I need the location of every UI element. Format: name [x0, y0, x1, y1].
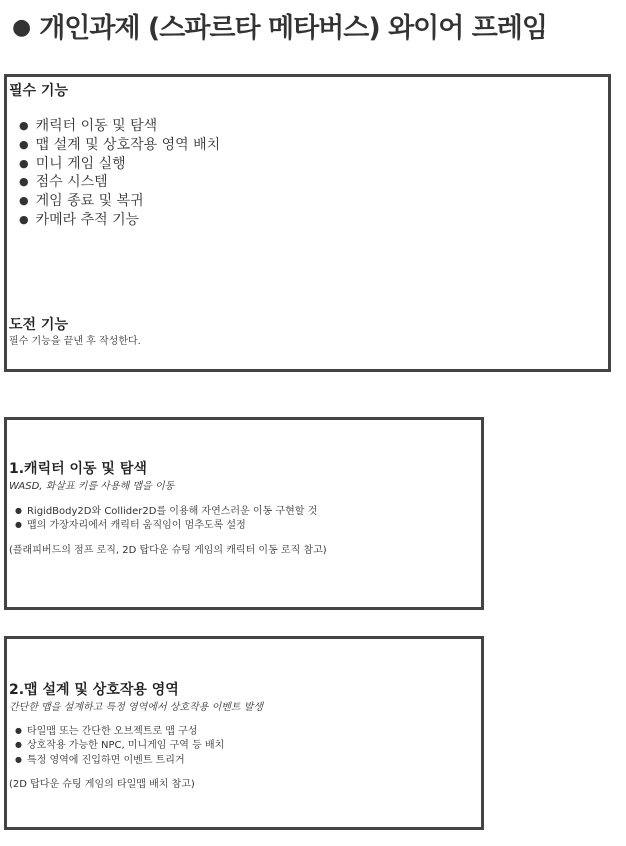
list-item: ● 게임 종료 및 복귀: [19, 192, 220, 211]
section-heading: 1.캐릭터 이동 및 탐색: [9, 461, 147, 477]
list-item: ● 맵의 가장자리에서 캐릭터 움직임이 멈추도록 설정: [15, 518, 317, 532]
page-title: [12, 6, 547, 45]
list-item: ● 타일맵 또는 간단한 오브젝트로 맵 구성: [15, 724, 224, 738]
section-heading: 2.맵 설계 및 상호작용 영역: [9, 682, 179, 698]
section-items: [15, 504, 317, 533]
section-subtitle: 간단한 맵을 설계하고 특정 영역에서 상호작용 이벤트 발생: [9, 702, 264, 713]
list-item: ● 카메라 추적 기능: [19, 211, 220, 230]
overview-box: [4, 74, 611, 372]
list-item: ● 미니 게임 실행: [19, 155, 220, 174]
section-character-movement: [4, 417, 484, 610]
section-reference: (플래피버드의 점프 로직, 2D 탑다운 슈팅 게임의 캐릭터 이동 로직 참고): [9, 545, 327, 556]
list-item: ● 캐릭터 이동 및 탐색: [19, 117, 220, 136]
section-reference: (2D 탑다운 슈팅 게임의 타일맵 배치 참고): [9, 779, 195, 790]
list-item: ● 점수 시스템: [19, 173, 220, 192]
list-item: ● 특정 영역에 진입하면 이벤트 트리거: [15, 753, 224, 767]
list-item: ● 상호작용 가능한 NPC, 미니게임 구역 등 배치: [15, 738, 224, 752]
section-subtitle: WASD, 화살표 키를 사용해 맵을 이동: [9, 481, 175, 492]
section-map-design: [4, 636, 484, 830]
challenge-features-heading: 도전 기능: [9, 317, 68, 333]
required-features-heading: 필수 기능: [9, 83, 68, 99]
section-items: [15, 724, 224, 767]
title-bullet-icon: ●: [12, 15, 31, 40]
list-item: ● 맵 설계 및 상호작용 영역 배치: [19, 136, 220, 155]
page-title-text: 개인과제 (스파르타 메타버스) 와이어 프레임: [39, 13, 547, 44]
required-features-list: [19, 117, 220, 230]
challenge-features-note: 필수 기능을 끝낸 후 작성한다.: [9, 336, 141, 347]
list-item: ● RigidBody2D와 Collider2D를 이용해 자연스러운 이동 구현할 것: [15, 504, 317, 518]
